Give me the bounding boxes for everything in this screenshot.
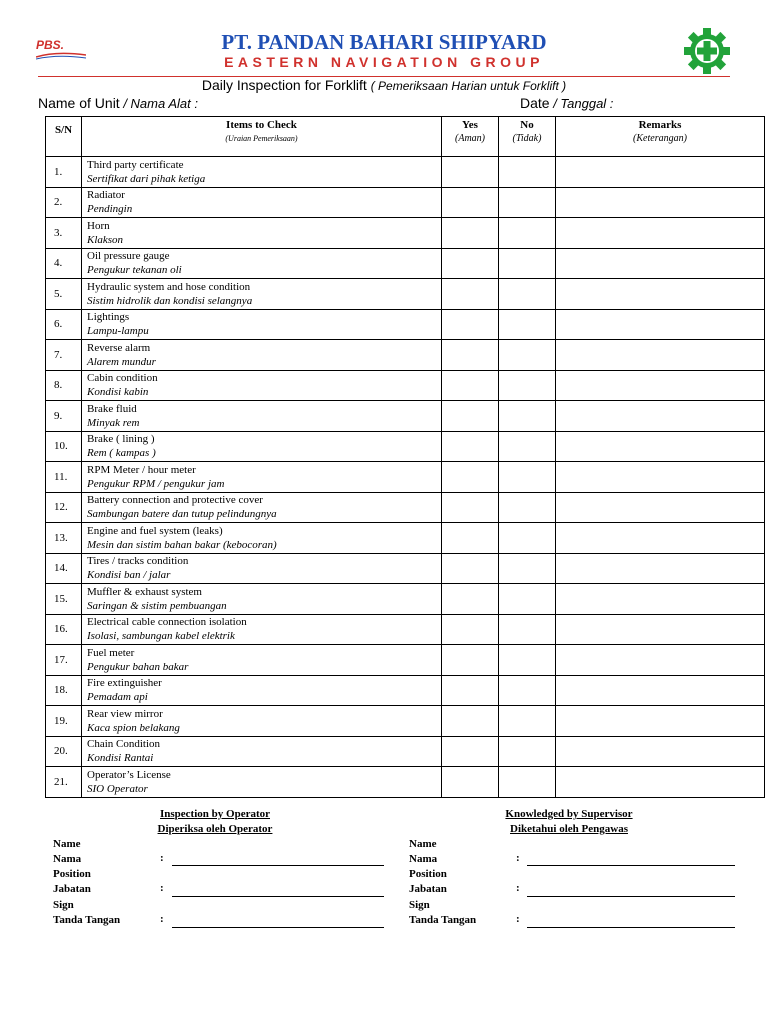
row-sn: 18. xyxy=(46,675,82,706)
row-item xyxy=(82,523,442,554)
row-yes-cell[interactable] xyxy=(442,706,499,737)
header-sn-text: S/N xyxy=(54,124,73,136)
row-sn: 19. xyxy=(46,706,82,737)
row-yes-cell[interactable] xyxy=(442,492,499,523)
supervisor-jabatan-label: Jabatan xyxy=(409,883,447,895)
row-remarks-cell[interactable] xyxy=(556,767,765,798)
supervisor-title: Knowledged by Supervisor xyxy=(505,808,633,820)
supervisor-position-line[interactable] xyxy=(527,896,735,897)
row-item-indonesian: Kondisi ban / jalar xyxy=(87,569,171,582)
row-remarks-cell[interactable] xyxy=(556,675,765,706)
row-item-indonesian: Pengukur bahan bakar xyxy=(87,660,189,673)
header-remarks-sub: (Keterangan) xyxy=(633,133,687,144)
header-remarks-text: Remarks xyxy=(638,119,682,131)
row-sn: 8. xyxy=(46,370,82,401)
table-row xyxy=(46,340,765,371)
row-yes-cell[interactable] xyxy=(442,767,499,798)
operator-title: Inspection by Operator xyxy=(160,808,270,820)
row-remarks-cell[interactable] xyxy=(556,157,765,188)
table-row xyxy=(46,248,765,279)
row-item-indonesian: Sistim hidrolik dan kondisi selangnya xyxy=(87,294,253,307)
header-items-sub: (Uraian Pemeriksaan) xyxy=(225,134,298,143)
row-sn: 2. xyxy=(46,187,82,218)
table-row xyxy=(46,553,765,584)
row-remarks-cell[interactable] xyxy=(556,553,765,584)
supervisor-position-label: Position xyxy=(409,868,447,880)
date-label-translation: / Tanggal : xyxy=(549,96,614,111)
row-yes-cell[interactable] xyxy=(442,645,499,676)
table-header-row xyxy=(46,117,765,157)
table-row xyxy=(46,309,765,340)
supervisor-tanda-tangan-label: Tanda Tangan xyxy=(409,914,477,926)
row-item xyxy=(82,218,442,249)
operator-sign-line[interactable] xyxy=(172,927,384,928)
row-item-english: Radiator xyxy=(87,189,125,202)
row-remarks-cell[interactable] xyxy=(556,340,765,371)
row-item xyxy=(82,492,442,523)
row-no-cell[interactable] xyxy=(499,279,556,310)
row-sn: 11. xyxy=(46,462,82,493)
row-sn: 16. xyxy=(46,614,82,645)
table-row xyxy=(46,370,765,401)
row-item-indonesian: Kaca spion belakang xyxy=(87,721,180,734)
row-yes-cell[interactable] xyxy=(442,248,499,279)
row-item xyxy=(82,645,442,676)
row-sn: 12. xyxy=(46,492,82,523)
document-title xyxy=(0,77,768,93)
row-remarks-cell[interactable] xyxy=(556,218,765,249)
row-item xyxy=(82,248,442,279)
row-item-english: Tires / tracks condition xyxy=(87,555,189,568)
row-item xyxy=(82,309,442,340)
table-row xyxy=(46,645,765,676)
row-no-cell[interactable] xyxy=(499,645,556,676)
row-yes-cell[interactable] xyxy=(442,523,499,554)
row-item-english: Oil pressure gauge xyxy=(87,250,170,263)
row-item xyxy=(82,370,442,401)
operator-position-colon: : xyxy=(160,882,164,894)
row-remarks-cell[interactable] xyxy=(556,523,765,554)
operator-name-label: Name xyxy=(53,838,81,850)
row-item-indonesian: Isolasi, sambungan kabel elektrik xyxy=(87,630,235,643)
row-remarks-cell[interactable] xyxy=(556,584,765,615)
header-items xyxy=(82,117,442,157)
row-no-cell[interactable] xyxy=(499,370,556,401)
table-row xyxy=(46,584,765,615)
operator-position-line[interactable] xyxy=(172,896,384,897)
row-sn: 13. xyxy=(46,523,82,554)
row-item-english: Horn xyxy=(87,219,110,232)
row-item-english: Brake ( lining ) xyxy=(87,433,155,446)
row-item xyxy=(82,431,442,462)
row-item-english: Muffler & exhaust system xyxy=(87,585,202,598)
row-item-indonesian: Pengukur RPM / pengukur jam xyxy=(87,477,225,490)
row-item xyxy=(82,279,442,310)
row-item xyxy=(82,187,442,218)
header-items-text: Items to Check xyxy=(226,119,297,131)
row-yes-cell[interactable] xyxy=(442,340,499,371)
row-item xyxy=(82,340,442,371)
operator-nama-label: Nama xyxy=(53,853,82,865)
row-item-english: Hydraulic system and hose condition xyxy=(87,280,251,293)
pbs-logo-text: PBS. xyxy=(36,38,65,52)
row-no-cell[interactable] xyxy=(499,218,556,249)
supervisor-nama-label: Nama xyxy=(409,853,438,865)
row-item xyxy=(82,553,442,584)
row-yes-cell[interactable] xyxy=(442,309,499,340)
table-row xyxy=(46,675,765,706)
date-label: Date xyxy=(520,95,550,111)
row-remarks-cell[interactable] xyxy=(556,431,765,462)
row-sn: 14. xyxy=(46,553,82,584)
row-sn: 21. xyxy=(46,767,82,798)
operator-sign-label: Sign xyxy=(53,899,74,911)
header-no xyxy=(499,117,556,157)
unit-label-translation: / Nama Alat : xyxy=(119,96,198,111)
header-remarks xyxy=(556,117,765,157)
row-item xyxy=(82,462,442,493)
document-title-translation: ( Pemeriksaan Harian untuk Forklift ) xyxy=(370,79,567,93)
row-yes-cell[interactable] xyxy=(442,370,499,401)
table-row xyxy=(46,157,765,188)
row-no-cell[interactable] xyxy=(499,248,556,279)
row-no-cell[interactable] xyxy=(499,736,556,767)
row-item-english: RPM Meter / hour meter xyxy=(87,463,196,476)
safety-gear-logo-icon xyxy=(682,26,732,76)
row-sn: 9. xyxy=(46,401,82,432)
header-no-text: No xyxy=(520,119,534,131)
row-item-indonesian: Pengukur tekanan oli xyxy=(87,264,182,277)
row-item-english: Third party certificate xyxy=(87,158,184,171)
row-item-english: Engine and fuel system (leaks) xyxy=(87,524,223,537)
row-remarks-cell[interactable] xyxy=(556,401,765,432)
row-yes-cell[interactable] xyxy=(442,431,499,462)
row-yes-cell[interactable] xyxy=(442,279,499,310)
header-yes xyxy=(442,117,499,157)
row-remarks-cell[interactable] xyxy=(556,187,765,218)
row-no-cell[interactable] xyxy=(499,553,556,584)
row-item xyxy=(82,614,442,645)
row-item-english: Reverse alarm xyxy=(87,341,151,354)
row-sn: 20. xyxy=(46,736,82,767)
row-item-indonesian: Sambungan batere dan tutup pelindungnya xyxy=(87,508,277,521)
row-item xyxy=(82,401,442,432)
row-item-english: Electrical cable connection isolation xyxy=(87,616,247,629)
row-remarks-cell[interactable] xyxy=(556,736,765,767)
row-item xyxy=(82,675,442,706)
row-yes-cell[interactable] xyxy=(442,736,499,767)
row-no-cell[interactable] xyxy=(499,340,556,371)
row-yes-cell[interactable] xyxy=(442,187,499,218)
row-item-english: Operator’s License xyxy=(87,768,171,781)
row-no-cell[interactable] xyxy=(499,492,556,523)
operator-name-colon: : xyxy=(160,852,164,864)
row-item-indonesian: Kondisi kabin xyxy=(87,386,149,399)
row-item-indonesian: Pendingin xyxy=(87,203,133,216)
row-item-english: Rear view mirror xyxy=(87,707,163,720)
row-no-cell[interactable] xyxy=(499,523,556,554)
date-field xyxy=(520,95,613,111)
table-row xyxy=(46,187,765,218)
row-sn: 3. xyxy=(46,218,82,249)
table-row xyxy=(46,492,765,523)
table-row xyxy=(46,523,765,554)
row-no-cell[interactable] xyxy=(499,706,556,737)
header-yes-text: Yes xyxy=(462,119,478,131)
row-yes-cell[interactable] xyxy=(442,675,499,706)
document-title-text: Daily Inspection for Forklift xyxy=(201,77,367,93)
operator-position-label: Position xyxy=(53,868,91,880)
row-no-cell[interactable] xyxy=(499,187,556,218)
row-remarks-cell[interactable] xyxy=(556,279,765,310)
row-item-indonesian: SIO Operator xyxy=(87,782,148,795)
row-item xyxy=(82,584,442,615)
row-remarks-cell[interactable] xyxy=(556,370,765,401)
row-item-indonesian: Lampu-lampu xyxy=(87,325,149,338)
row-no-cell[interactable] xyxy=(499,584,556,615)
header-no-sub: (Tidak) xyxy=(512,133,542,144)
row-no-cell[interactable] xyxy=(499,675,556,706)
row-no-cell[interactable] xyxy=(499,157,556,188)
row-no-cell[interactable] xyxy=(499,767,556,798)
row-item xyxy=(82,706,442,737)
row-sn: 4. xyxy=(46,248,82,279)
row-yes-cell[interactable] xyxy=(442,157,499,188)
supervisor-sign-label: Sign xyxy=(409,899,430,911)
row-yes-cell[interactable] xyxy=(442,401,499,432)
row-item-indonesian: Rem ( kampas ) xyxy=(87,447,156,460)
row-item xyxy=(82,736,442,767)
table-row xyxy=(46,431,765,462)
table-row xyxy=(46,736,765,767)
supervisor-name-line[interactable] xyxy=(527,865,735,866)
table-row xyxy=(46,218,765,249)
row-sn: 6. xyxy=(46,309,82,340)
row-remarks-cell[interactable] xyxy=(556,645,765,676)
table-row xyxy=(46,706,765,737)
row-yes-cell[interactable] xyxy=(442,614,499,645)
table-row xyxy=(46,767,765,798)
row-sn: 15. xyxy=(46,584,82,615)
row-remarks-cell[interactable] xyxy=(556,492,765,523)
table-row xyxy=(46,462,765,493)
row-item-english: Fire extinguisher xyxy=(87,677,162,690)
table-row xyxy=(46,279,765,310)
row-item-english: Battery connection and protective cover xyxy=(87,494,263,507)
supervisor-sign-line[interactable] xyxy=(527,927,735,928)
unit-name-field xyxy=(38,95,198,111)
table-row xyxy=(46,401,765,432)
row-item-english: Chain Condition xyxy=(87,738,161,751)
operator-name-line[interactable] xyxy=(172,865,384,866)
row-no-cell[interactable] xyxy=(499,462,556,493)
row-item-english: Brake fluid xyxy=(87,402,137,415)
row-no-cell[interactable] xyxy=(499,614,556,645)
row-yes-cell[interactable] xyxy=(442,462,499,493)
row-yes-cell[interactable] xyxy=(442,218,499,249)
row-remarks-cell[interactable] xyxy=(556,248,765,279)
inspection-table xyxy=(45,116,765,798)
row-sn: 1. xyxy=(46,157,82,188)
row-no-cell[interactable] xyxy=(499,431,556,462)
row-sn: 7. xyxy=(46,340,82,371)
row-remarks-cell[interactable] xyxy=(556,462,765,493)
operator-title-translation: Diperiksa oleh Operator xyxy=(157,823,273,835)
row-sn: 17. xyxy=(46,645,82,676)
row-yes-cell[interactable] xyxy=(442,584,499,615)
row-remarks-cell[interactable] xyxy=(556,706,765,737)
row-item-english: Lightings xyxy=(87,311,130,324)
row-item xyxy=(82,767,442,798)
row-item-english: Fuel meter xyxy=(87,646,135,659)
unit-label: Name of Unit xyxy=(38,95,120,111)
row-item-indonesian: Pemadam api xyxy=(87,691,148,704)
supervisor-sign-colon: : xyxy=(516,913,520,925)
table-row xyxy=(46,614,765,645)
row-item-english: Cabin condition xyxy=(87,372,158,385)
row-item-indonesian: Saringan & sistim pembuangan xyxy=(87,599,227,612)
row-item-indonesian: Alarem mundur xyxy=(87,355,156,368)
row-remarks-cell[interactable] xyxy=(556,309,765,340)
header-yes-sub: (Aman) xyxy=(455,133,485,144)
supervisor-name-label: Name xyxy=(409,838,437,850)
supervisor-name-colon: : xyxy=(516,852,520,864)
row-item-indonesian: Klakson xyxy=(87,233,124,246)
group-name: EASTERN NAVIGATION GROUP xyxy=(224,54,544,70)
row-item-indonesian: Sertifikat dari pihak ketiga xyxy=(87,172,206,185)
row-item xyxy=(82,157,442,188)
operator-jabatan-label: Jabatan xyxy=(53,883,91,895)
company-name: PT. PANDAN BAHARI SHIPYARD xyxy=(221,30,547,54)
row-remarks-cell[interactable] xyxy=(556,614,765,645)
row-item-indonesian: Minyak rem xyxy=(87,416,140,429)
row-item-indonesian: Mesin dan sistim bahan bakar (kebocoran) xyxy=(87,538,277,551)
row-no-cell[interactable] xyxy=(499,401,556,432)
row-yes-cell[interactable] xyxy=(442,553,499,584)
header-sn xyxy=(46,117,82,157)
supervisor-title-translation: Diketahui oleh Pengawas xyxy=(510,823,628,835)
operator-sign-colon: : xyxy=(160,913,164,925)
operator-tanda-tangan-label: Tanda Tangan xyxy=(53,914,121,926)
supervisor-position-colon: : xyxy=(516,882,520,894)
row-no-cell[interactable] xyxy=(499,309,556,340)
row-item-indonesian: Kondisi Rantai xyxy=(87,752,154,765)
row-sn: 5. xyxy=(46,279,82,310)
row-sn: 10. xyxy=(46,431,82,462)
